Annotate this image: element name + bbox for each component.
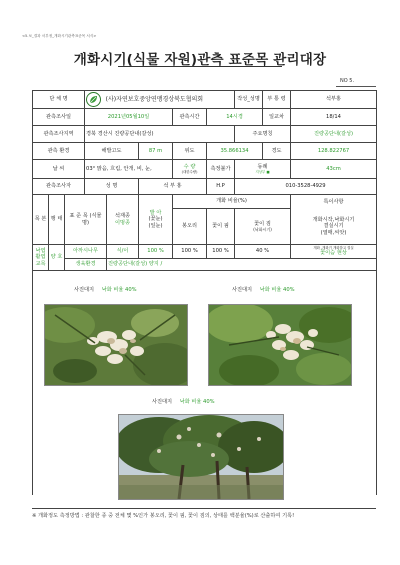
rep-label-2: 부 통 령 bbox=[263, 91, 291, 109]
rep-value: 석부홍 bbox=[291, 91, 377, 109]
wind-label: 측정불가 bbox=[207, 160, 235, 179]
person-label: 관측조사자 bbox=[33, 179, 85, 195]
date-value: 2021년05월10일 bbox=[85, 109, 173, 126]
rep-label: 작성_성명 bbox=[235, 91, 263, 109]
name-value: 석 부 홍 bbox=[139, 179, 207, 195]
latitude-value: 35.866134 bbox=[207, 143, 263, 160]
photo-whole-tree bbox=[118, 414, 284, 500]
longitude-label: 경도 bbox=[263, 143, 291, 160]
ratio-fall-sub: (낙화시기) bbox=[253, 227, 272, 233]
special-line-2: 결실시기 bbox=[323, 223, 344, 229]
data-col1: 낙엽 활엽 교목 bbox=[33, 245, 49, 271]
name-label: 성 명 bbox=[85, 179, 139, 195]
org-label: 단 체 명 bbox=[33, 91, 85, 109]
date-row bbox=[33, 109, 377, 126]
main-place-label: 주요명칭 bbox=[235, 126, 291, 143]
place-row bbox=[33, 126, 377, 143]
org-name: (사)자연보호중앙연맹경상북도협의회 bbox=[105, 96, 204, 103]
photo-flowers-closeup bbox=[44, 304, 188, 386]
growth-env-label: 생육환경 bbox=[65, 259, 107, 271]
temp-cell bbox=[235, 160, 291, 179]
data-type: 식/이 bbox=[107, 245, 139, 259]
daily-value: 18/14 bbox=[291, 109, 377, 126]
growth-env-value: 진량공단내(갈성) 양지 / bbox=[107, 259, 377, 271]
date-label: 관측조사일 bbox=[33, 109, 85, 126]
ratio-fall: 꽃이 짐 bbox=[254, 220, 271, 227]
photo-flowers-branch bbox=[208, 304, 352, 386]
footnote: ※ 개화정도 측정방법 : 관찰한 종 중 전체 몇 %인가 봉오리, 꽃이 핌, 꽃이 짐의, 상태를 백분율(%)로 산출하여 기록! bbox=[32, 513, 295, 519]
temp-sub: 지상부 ■ bbox=[255, 170, 270, 175]
org-row bbox=[33, 91, 377, 109]
data-sprout: 100 % bbox=[139, 245, 173, 259]
temp-label: 동례 bbox=[257, 163, 268, 170]
special-line-3: (열매,씨앗) bbox=[320, 229, 347, 236]
water-cell bbox=[173, 160, 207, 179]
document-number-underline bbox=[336, 86, 376, 87]
special-header: 특이사항 bbox=[291, 195, 377, 209]
caption-2 bbox=[232, 286, 295, 293]
ratio-bud: 봉오리 bbox=[173, 209, 207, 245]
main-place-value: 진량공단내(갈성) bbox=[291, 126, 377, 143]
header-col1: 목 본 bbox=[33, 195, 49, 245]
ratio-bloom: 꽃이 핌 bbox=[207, 209, 235, 245]
header-row-1 bbox=[33, 195, 377, 209]
data-bloom: 100 % bbox=[207, 245, 235, 259]
header-type-b: 이멍종 bbox=[114, 219, 131, 226]
header-col2: 행 태 bbox=[49, 195, 65, 245]
hp-label: H.P bbox=[207, 179, 235, 195]
header-sprout-cell bbox=[139, 195, 173, 245]
page-title: 개화시기(식물 자원)관측 표준목 관리대장 bbox=[73, 52, 327, 68]
environment-row bbox=[33, 143, 377, 160]
altitude-value: 87 m bbox=[139, 143, 173, 160]
header-type-cell bbox=[107, 195, 139, 245]
longitude-value: 128.822767 bbox=[291, 143, 377, 160]
env-label: 관측 환경 bbox=[33, 143, 85, 160]
temp-value: 43cm bbox=[291, 160, 377, 179]
special-sub-cell bbox=[291, 209, 377, 245]
time-label: 관측시간 bbox=[173, 109, 207, 126]
data-special-cell bbox=[291, 245, 377, 259]
special-line-1: 개화시작,낙화시기 bbox=[312, 216, 355, 223]
ratio-header: 개화 비율(%) bbox=[173, 195, 291, 209]
leaf-emblem-icon bbox=[86, 92, 101, 107]
caption-1-ratio: 낙화 비율 40% bbox=[101, 287, 137, 293]
altitude-label: 해발고도 bbox=[85, 143, 139, 160]
time-value: 14시경 bbox=[207, 109, 263, 126]
caption-3-label: 사진대지 bbox=[152, 399, 173, 405]
data-special-value: 꽃이슴 현상 bbox=[320, 250, 347, 257]
photo-area-bottom-border bbox=[32, 508, 376, 509]
data-col2: 양 호 bbox=[49, 245, 65, 271]
caption-3-ratio: 낙화 비율 40% bbox=[179, 399, 215, 405]
data-bud: 100 % bbox=[173, 245, 207, 259]
document-number: NO 5. bbox=[340, 78, 355, 84]
data-plant: 아까시나무 bbox=[65, 245, 107, 259]
place-label: 관측조사지역 bbox=[33, 126, 85, 143]
data-special-small: 개화 ,개화기 개화하고 결실 bbox=[313, 246, 354, 251]
weather-row bbox=[33, 160, 377, 179]
person-row bbox=[33, 179, 377, 195]
caption-1-label: 사진대지 bbox=[74, 287, 95, 293]
weather-value: 03° 맑음, 흐림, 안개, 비, 눈, bbox=[85, 160, 173, 179]
caption-2-ratio: 낙화 비율 40% bbox=[259, 287, 295, 293]
data-fall: 40 % bbox=[235, 245, 291, 259]
data-row bbox=[33, 245, 377, 259]
header-sprout-c: (잎눈) bbox=[148, 222, 163, 229]
hp-value: 010-3528-4929 bbox=[235, 179, 377, 195]
header-plant: 표 준 목 (식물명) bbox=[65, 195, 107, 245]
org-cell bbox=[85, 91, 235, 109]
latitude-label: 위도 bbox=[173, 143, 207, 160]
weather-label: 날 씨 bbox=[33, 160, 85, 179]
header-sprout-b: (꽃눈) bbox=[148, 216, 163, 223]
header-type-a: 석재종 bbox=[114, 213, 131, 219]
daily-label: 일교차 bbox=[263, 109, 291, 126]
water-label: 수 량 bbox=[183, 163, 196, 170]
title-underline bbox=[118, 66, 282, 67]
caption-2-label: 사진대지 bbox=[232, 287, 253, 293]
top-note: <5.보_결과 서부정_개화시기관측표준목 서식> bbox=[22, 34, 97, 38]
caption-3 bbox=[152, 398, 215, 405]
header-sprout-a: 발 아 bbox=[149, 209, 162, 216]
env-row bbox=[33, 259, 377, 271]
water-sub: (대한수량) bbox=[181, 170, 198, 175]
caption-1 bbox=[74, 286, 137, 293]
place-value: 경북 경산시 진량공단내(갈성) bbox=[85, 126, 235, 143]
ratio-fall-cell bbox=[235, 209, 291, 245]
